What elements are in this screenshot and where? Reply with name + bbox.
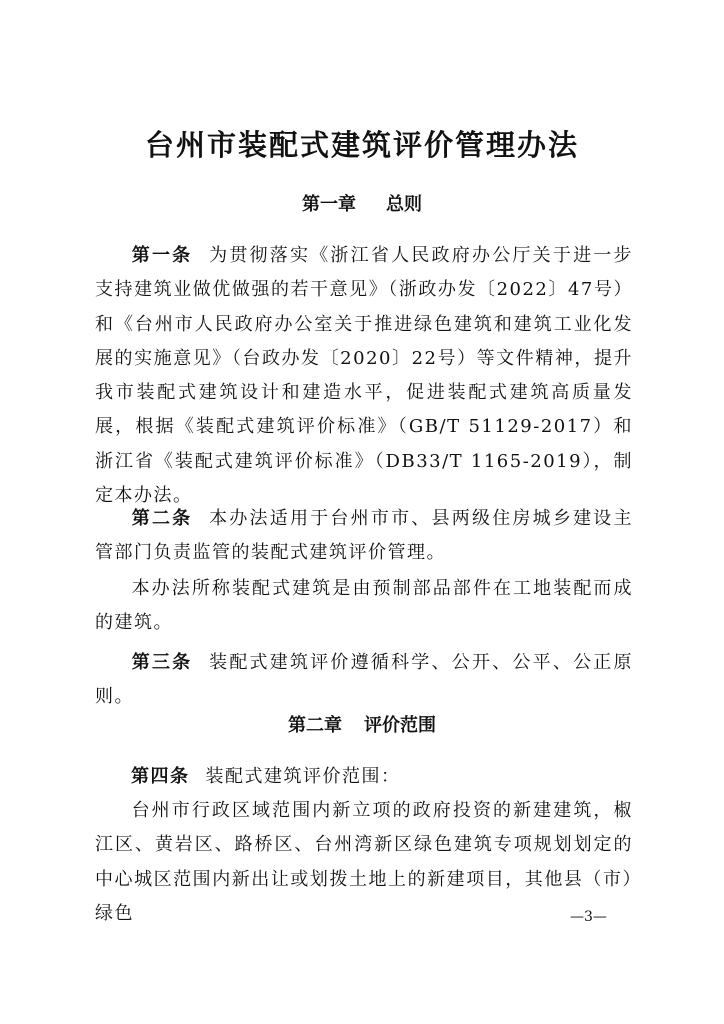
body-paragraph — [95, 572, 633, 641]
chapter-label: 第二章 — [288, 715, 342, 736]
article-paragraph — [95, 239, 633, 513]
article-text: 为贯彻落实《浙江省人民政府办公厅关于进一步支持建筑业做优做强的若干意见》（浙政办发〔2022〕47号）和《台州市人民政府办公室关于推进绿色建筑和建筑工业化发展的实施意见》（台政办发〔2020〕22号）等文件精神，提升我市装配式建筑设计和建造水平，促进装配式建筑高质量发展，根据《装配式建筑评价标准》（GB/T 51129-2017）和浙江省《装配式建筑评价标准》（DB33/T 1165-2019），制定本办法。 — [95, 245, 634, 507]
article-text: 装配式建筑评价遵循科学、公开、公平、公正原则。 — [95, 652, 634, 708]
page-number: —3— — [570, 909, 607, 925]
article-label: 第四条 — [131, 766, 190, 787]
chapter-label: 第一章 — [302, 194, 356, 215]
chapter-heading — [0, 190, 724, 216]
chapter-heading — [0, 711, 724, 737]
article-paragraph — [95, 760, 633, 794]
article-paragraph — [95, 646, 633, 715]
document-title: 台州市装配式建筑评价管理办法 — [144, 128, 579, 162]
article-text: 装配式建筑评价范围： — [205, 766, 401, 787]
body-paragraph — [95, 794, 633, 931]
article-label: 第二条 — [131, 508, 193, 529]
article-label: 第三条 — [131, 652, 193, 673]
chapter-name: 总则 — [386, 194, 422, 215]
article-text: 本办法适用于台州市市、县两级住房城乡建设主管部门负责监管的装配式建筑评价管理。 — [95, 508, 634, 564]
article-label: 第一条 — [131, 245, 193, 266]
paragraph-text: 本办法所称装配式建筑是由预制部品部件在工地装配而成的建筑。 — [95, 578, 633, 634]
article-paragraph — [95, 502, 633, 571]
paragraph-text: 台州市行政区域范围内新立项的政府投资的新建建筑，椒江区、黄岩区、路桥区、台州湾新区绿色建筑专项规划划定的中心城区范围内新出让或划拨土地上的新建项目，其他县（市）绿色 — [95, 800, 633, 924]
chapter-name: 评价范围 — [364, 715, 436, 736]
